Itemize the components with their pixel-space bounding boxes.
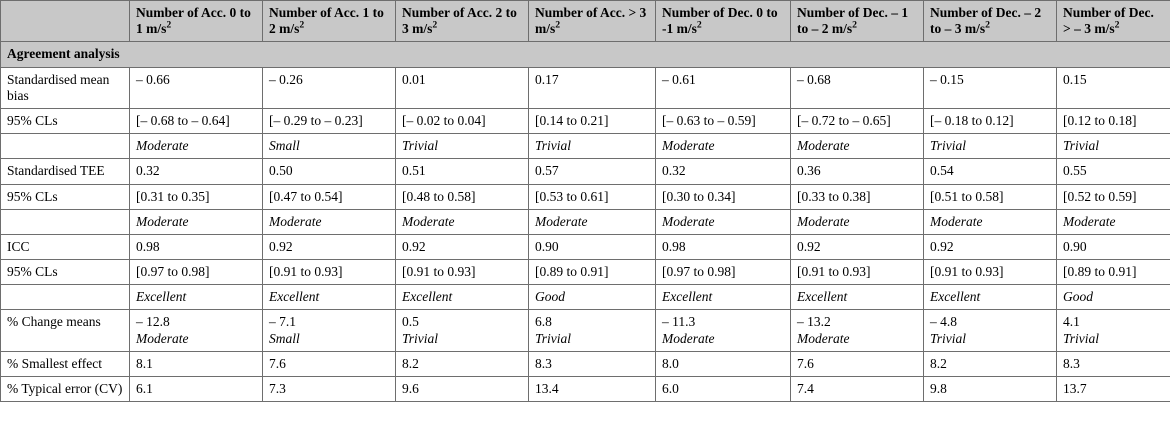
cell-value: – 11.3 (662, 314, 696, 330)
row-label: % Smallest effect (1, 351, 130, 376)
table-cell: Good (529, 285, 656, 310)
table-cell: Moderate (924, 209, 1057, 234)
table-cell: Small (263, 134, 396, 159)
column-header-superscript: 2 (432, 19, 438, 31)
column-header-label: Number of Acc. 2 to 3 m/s (402, 5, 517, 37)
table-cell: [– 0.18 to 0.12] (924, 108, 1057, 133)
row-label (1, 134, 130, 159)
table-cell: [– 0.72 to – 0.65] (791, 108, 924, 133)
table-cell: [0.33 to 0.38] (791, 184, 924, 209)
table-cell: Moderate (130, 134, 263, 159)
table-cell: 0.51 (396, 159, 529, 184)
column-header-acc-gt3 (529, 1, 656, 42)
table-row (1, 67, 1170, 108)
table-cell: [0.51 to 0.58] (924, 184, 1057, 209)
table-cell: [0.91 to 0.93] (396, 260, 529, 285)
table-cell: 7.6 (263, 351, 396, 376)
row-label (1, 285, 130, 310)
column-header-dec-2-3 (924, 1, 1057, 42)
row-label: 95% CLs (1, 184, 130, 209)
table-cell: [0.97 to 0.98] (130, 260, 263, 285)
table-cell: 8.0 (656, 351, 791, 376)
table-cell: Excellent (656, 285, 791, 310)
table-cell: Trivial (396, 134, 529, 159)
table-cell: – 0.66 (130, 67, 263, 108)
column-header-acc-1-2 (263, 1, 396, 42)
column-header-dec-1-2 (791, 1, 924, 42)
table-cell: Moderate (791, 209, 924, 234)
table-cell: 13.4 (529, 377, 656, 402)
table-cell: 0.01 (396, 67, 529, 108)
table-cell: Moderate (529, 209, 656, 234)
table-cell: 6.1 (130, 377, 263, 402)
cell-value: – 4.8 (930, 314, 957, 330)
table-cell: 13.7 (1057, 377, 1170, 402)
table-cell: Excellent (791, 285, 924, 310)
table-cell: [0.89 to 0.91] (1057, 260, 1170, 285)
row-label: ICC (1, 234, 130, 259)
table-cell: 8.1 (130, 351, 263, 376)
table-cell: Excellent (924, 285, 1057, 310)
cell-value: – 12.8 (136, 314, 170, 330)
column-header-superscript: 2 (985, 19, 990, 31)
table-cell: Trivial (529, 134, 656, 159)
table-cell: – 0.68 (791, 67, 924, 108)
column-header-label: Number of Acc. > 3 m/s (535, 5, 647, 37)
table-cell (529, 310, 656, 351)
table-cell: 0.92 (924, 234, 1057, 259)
table-cell: [0.14 to 0.21] (529, 108, 656, 133)
column-header-label: Number of Acc. 1 to 2 m/s (269, 5, 384, 37)
column-header-superscript: 2 (852, 19, 857, 31)
table-cell: [– 0.63 to – 0.59] (656, 108, 791, 133)
table-cell: 0.50 (263, 159, 396, 184)
column-header-label: Number of Acc. 0 to 1 m/s (136, 5, 251, 37)
table-row (1, 209, 1170, 234)
table-cell: 0.55 (1057, 159, 1170, 184)
table-body (1, 42, 1170, 402)
table-cell: 7.4 (791, 377, 924, 402)
table-cell: 0.90 (529, 234, 656, 259)
table-cell: 0.36 (791, 159, 924, 184)
table-cell: [0.52 to 0.59] (1057, 184, 1170, 209)
table-cell: 0.57 (529, 159, 656, 184)
cell-value: 0.5 (402, 314, 419, 330)
column-header-label: Number of Dec. – 1 to – 2 m/s (797, 5, 909, 37)
table-cell: 9.6 (396, 377, 529, 402)
row-label: Standardised mean bias (1, 67, 130, 108)
table-cell: [– 0.68 to – 0.64] (130, 108, 263, 133)
table-cell: [0.48 to 0.58] (396, 184, 529, 209)
table-cell: Good (1057, 285, 1170, 310)
row-label: 95% CLs (1, 260, 130, 285)
table-cell (130, 310, 263, 351)
table-row (1, 351, 1170, 376)
table-cell (396, 310, 529, 351)
column-header-superscript: 2 (166, 19, 172, 31)
table-cell: Moderate (656, 209, 791, 234)
table-cell: [0.31 to 0.35] (130, 184, 263, 209)
table-cell: Trivial (924, 134, 1057, 159)
column-header-acc-2-3 (396, 1, 529, 42)
cell-descriptor: Trivial (930, 330, 967, 346)
row-label (1, 209, 130, 234)
table-cell: 6.0 (656, 377, 791, 402)
table-row (1, 184, 1170, 209)
table-cell: 7.6 (791, 351, 924, 376)
table-header (1, 1, 1170, 42)
table-cell: [0.47 to 0.54] (263, 184, 396, 209)
table-row (1, 134, 1170, 159)
column-header-superscript: 2 (1114, 19, 1120, 31)
table-row (1, 310, 1170, 351)
table-cell: Trivial (1057, 134, 1170, 159)
column-header-superscript: 2 (696, 19, 702, 31)
row-label: % Typical error (CV) (1, 377, 130, 402)
table-cell: – 0.61 (656, 67, 791, 108)
cell-descriptor: Trivial (535, 330, 572, 346)
table-cell: 0.92 (263, 234, 396, 259)
cell-descriptor: Moderate (136, 330, 189, 346)
table-cell (791, 310, 924, 351)
cell-descriptor: Small (269, 330, 300, 346)
table-cell: [0.30 to 0.34] (656, 184, 791, 209)
cell-descriptor: Trivial (402, 330, 439, 346)
table-cell: Moderate (656, 134, 791, 159)
column-header-superscript: 2 (555, 19, 561, 31)
table-row (1, 108, 1170, 133)
table-cell: 8.2 (924, 351, 1057, 376)
column-header-metric (1, 1, 130, 42)
table-cell: Moderate (1057, 209, 1170, 234)
cell-descriptor: Moderate (797, 330, 850, 346)
table-cell: Excellent (130, 285, 263, 310)
table-cell: 8.3 (529, 351, 656, 376)
table-cell: 0.17 (529, 67, 656, 108)
row-label: % Change means (1, 310, 130, 351)
table-cell (263, 310, 396, 351)
table-cell: Excellent (263, 285, 396, 310)
column-header-superscript: 2 (299, 19, 305, 31)
table-header-row (1, 1, 1170, 42)
table-cell: [0.53 to 0.61] (529, 184, 656, 209)
section-title: Agreement analysis (1, 42, 1170, 67)
table-cell: 0.98 (130, 234, 263, 259)
column-header-acc-0-1 (130, 1, 263, 42)
table-cell: [– 0.29 to – 0.23] (263, 108, 396, 133)
table-cell (924, 310, 1057, 351)
column-header-label: Number of Dec. – 2 to – 3 m/s (930, 5, 1042, 37)
table-cell (1057, 310, 1170, 351)
table-row (1, 285, 1170, 310)
table-cell: 0.15 (1057, 67, 1170, 108)
row-label: 95% CLs (1, 108, 130, 133)
table-cell: 0.98 (656, 234, 791, 259)
column-header-dec-0-1 (656, 1, 791, 42)
column-header-label: Number of Dec. > – 3 m/s (1063, 5, 1154, 37)
table-cell: [0.91 to 0.93] (263, 260, 396, 285)
table-row (1, 234, 1170, 259)
cell-value: – 13.2 (797, 314, 831, 330)
table-cell: Excellent (396, 285, 529, 310)
row-label: Standardised TEE (1, 159, 130, 184)
cell-descriptor: Trivial (1063, 330, 1100, 346)
cell-descriptor: Moderate (662, 330, 715, 346)
cell-value: 4.1 (1063, 314, 1080, 330)
table-cell: 0.54 (924, 159, 1057, 184)
table-cell: – 0.15 (924, 67, 1057, 108)
table-cell: Moderate (791, 134, 924, 159)
table-cell: 8.3 (1057, 351, 1170, 376)
table-cell: [0.97 to 0.98] (656, 260, 791, 285)
table-cell: 8.2 (396, 351, 529, 376)
table-cell: – 0.26 (263, 67, 396, 108)
table-cell: 0.92 (791, 234, 924, 259)
cell-value: 6.8 (535, 314, 552, 330)
table-cell: 9.8 (924, 377, 1057, 402)
table-cell: 0.32 (656, 159, 791, 184)
cell-value: – 7.1 (269, 314, 296, 330)
table-cell: Moderate (130, 209, 263, 234)
table-cell: 0.90 (1057, 234, 1170, 259)
table-cell: 0.32 (130, 159, 263, 184)
table-cell: [0.91 to 0.93] (791, 260, 924, 285)
table-cell: 0.92 (396, 234, 529, 259)
table-cell: [0.12 to 0.18] (1057, 108, 1170, 133)
column-header-dec-gt3 (1057, 1, 1170, 42)
table-cell: [– 0.02 to 0.04] (396, 108, 529, 133)
table-row (1, 377, 1170, 402)
table-cell: 7.3 (263, 377, 396, 402)
table-cell (656, 310, 791, 351)
table-cell: [0.89 to 0.91] (529, 260, 656, 285)
column-header-label: Number of Dec. 0 to -1 m/s (662, 5, 778, 37)
table-cell: Moderate (263, 209, 396, 234)
table-cell: Moderate (396, 209, 529, 234)
table-cell: [0.91 to 0.93] (924, 260, 1057, 285)
table-section-row (1, 42, 1170, 67)
table-row (1, 260, 1170, 285)
table-row (1, 159, 1170, 184)
